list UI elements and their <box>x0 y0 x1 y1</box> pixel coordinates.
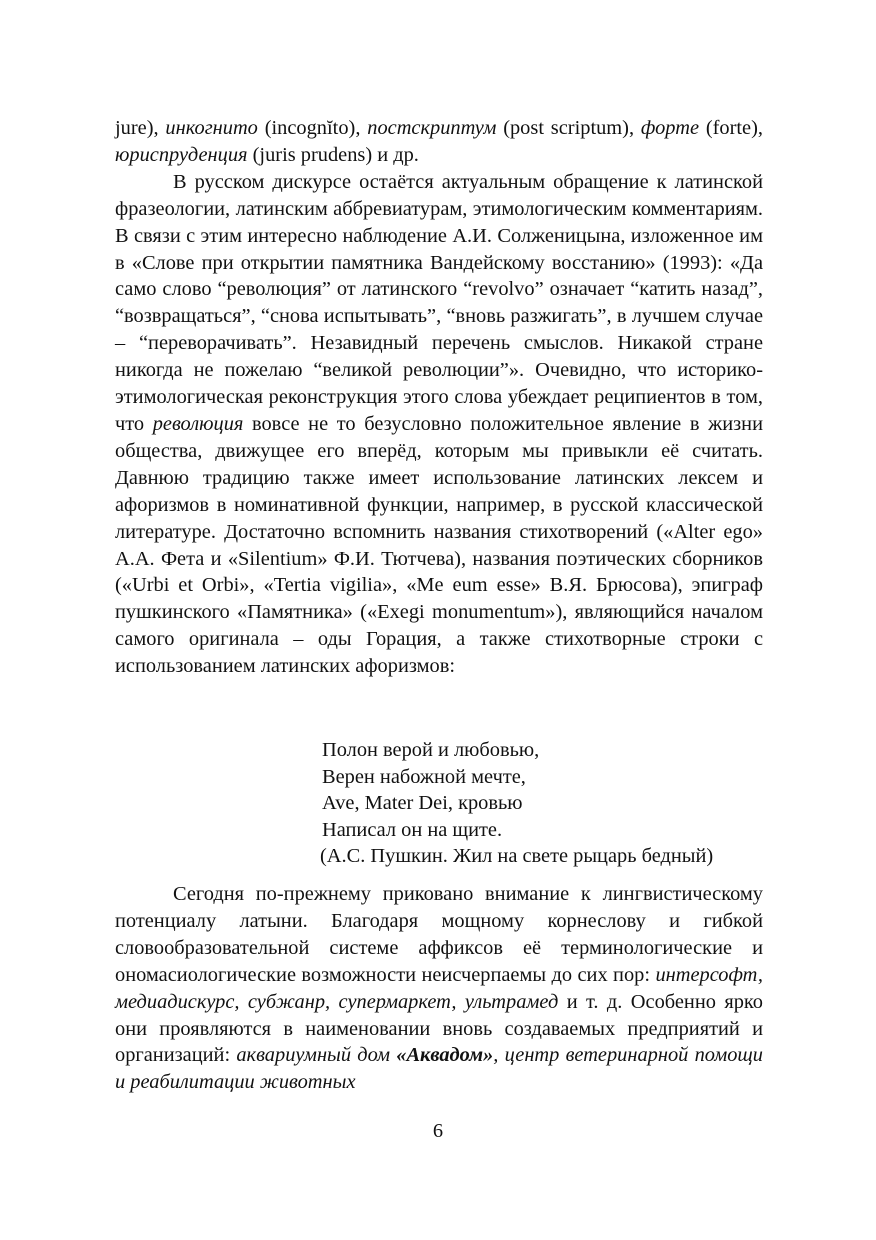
text-run: вовсе не то безусловно положительное явление в жизни общества, движущее его вперёд, которым мы привыкли её считать. Давнюю традицию также имеет использование латинских лексем и афоризмов в номинативной функции, например, в русской классической литературе. Достаточно вспомнить названия стихотворений («Alter ego» А.А. Фета и «Silentium» Ф.И. Тютчева), названия поэтических сборников («Urbi et Orbi», «Tertia vigilia», «Me eum esse» В.Я. Брюсова), эпиграф пушкинского «Памятника» («Exegi monumentum»), являющийся началом самого оригинала – оды Горация, а также стихотворные строки с использованием латинских афоризмов: <box>115 412 763 678</box>
paragraph-examples <box>115 115 763 169</box>
italic-term: постскриптум <box>367 117 497 139</box>
text-run: В русском дискурсе остаётся актуальным обращение к латинской фразеологии, латинским аббревиатурам, этимологическим комментариям. В связи с этим интересно наблюдение А.И. Солженицына, изложенное им в «Слове при открытии памятника Вандейскому восстанию» (1993): «Да само слово “революция” от латинского “revolvo” означает “катить назад”, “возвращаться”, “снова испытывать”, “вновь разжигать”, в лучшем случае – “переворачивать”. Незавидный перечень смыслов. Никакой стране никогда не пожелаю “великой революции”». Очевидно, что историко-этимологическая реконструкция этого слова убеждает реципиентов в том, что <box>115 170 763 435</box>
poem-line: Ave, Mater Dei, кровью <box>322 792 523 815</box>
poem-line: Написал он на щите. <box>322 818 503 841</box>
poem-quote <box>320 737 780 870</box>
paragraph-russian-discourse <box>115 169 763 680</box>
poem-line: Полон верой и любовью, <box>322 739 540 761</box>
poem-line: Верен набожной мечте, <box>322 765 526 788</box>
text-run: (juris prudens) и др. <box>247 143 419 166</box>
text-run: и т. д. Особенно ярко они проявляются в наименовании вновь создаваемых предприятий и организаций: <box>115 990 763 1067</box>
text-run: (post scriptum), <box>496 117 641 139</box>
italic-term: аквариумный дом <box>236 1044 397 1067</box>
italic-term: юриспруденция <box>115 143 248 166</box>
text-run: Сегодня по-прежнему приковано внимание к лингвистическому потенциалу латыни. Благодаря мощному корнеслову и гибкой словообразовательной системе аффиксов её терминологические и ономасиологические возможности неисчерпаемы до сих пор: <box>115 883 763 986</box>
text-run: (incognĭto), <box>257 117 368 139</box>
italic-term: , центр ветеринарной помощи и реабилитации животных <box>115 1044 764 1094</box>
italic-term: интерсофт, медиадискурс, субжанр, супермаркет, ультрамед <box>115 963 763 1013</box>
paragraph-latin-potential <box>115 881 763 1096</box>
text-run: jure), <box>115 117 166 139</box>
italic-term: форте <box>640 117 699 139</box>
text-run: (forte), <box>699 117 763 139</box>
body-text-top <box>115 115 763 680</box>
page-number: 6 <box>432 1120 444 1142</box>
italic-term: революция <box>152 412 244 435</box>
poem-source: (А.С. Пушкин. Жил на свете рыцарь бедный) <box>320 845 714 868</box>
italic-term: инкогнито <box>165 117 258 139</box>
body-text-bottom <box>115 881 763 1096</box>
bold-italic-name: «Аквадом» <box>396 1044 494 1067</box>
